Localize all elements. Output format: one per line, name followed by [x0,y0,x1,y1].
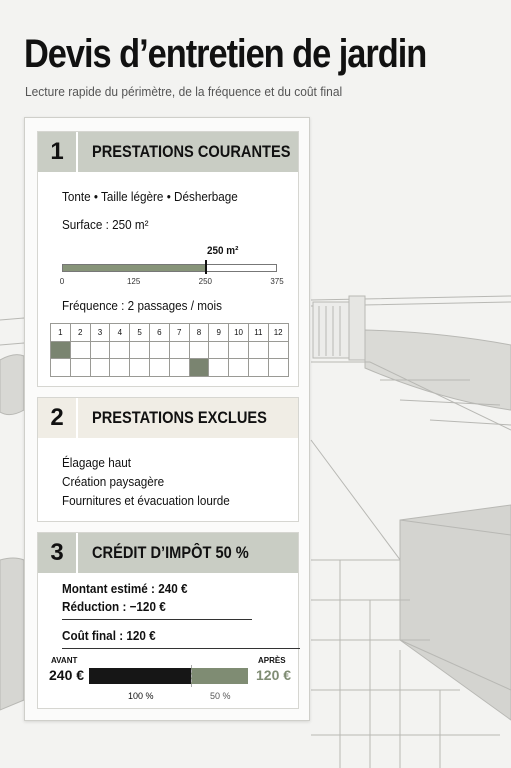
grid-cell [70,359,90,377]
grid-cell [248,341,268,359]
grid-cell [149,359,169,377]
grid-cell [110,341,130,359]
month-cell: 3 [90,324,110,342]
surface-marker-label: 250 m² [207,245,239,257]
scale-tick-0: 0 [59,277,65,286]
grid-cell [51,341,71,359]
grid-cell [189,341,209,359]
grid-cell [209,341,229,359]
grid-cell [90,341,110,359]
month-cell: 11 [248,324,268,342]
grid-cell [268,341,288,359]
section-title: PRESTATIONS COURANTES [92,142,291,161]
grid-cell [70,341,90,359]
month-cell: 12 [268,324,288,342]
month-cell: 9 [209,324,229,342]
grid-cell [51,359,71,377]
section-number: 2 [38,398,76,438]
section-prestations-courantes [37,131,299,387]
scale-tick-250: 250 [198,277,213,286]
section-number: 3 [38,533,76,573]
frequency-label: Fréquence : 2 passages / mois [62,298,222,313]
excluded-item: Élagage haut [62,455,131,470]
excluded-item: Fournitures et évacuation lourde [62,493,230,508]
section-title-bar [78,533,298,573]
grid-cell [268,359,288,377]
grid-cell [169,341,189,359]
visit-row-1 [51,341,289,359]
section-title: PRESTATIONS EXCLUES [92,408,267,427]
section-header [38,398,298,438]
reduction-amount: Réduction : −120 € [62,599,166,614]
grid-cell [229,341,249,359]
surface-marker [205,260,207,274]
month-cell: 8 [189,324,209,342]
final-cost: Coût final : 120 € [62,628,156,643]
services-list: Tonte • Taille légère • Désherbage [62,189,238,204]
section-number: 1 [38,132,76,172]
page-title: Devis d’entretien de jardin [24,32,427,76]
section-title-bar [78,398,298,438]
section-header [38,533,298,573]
after-cost-bar [191,668,248,684]
grid-cell [110,359,130,377]
section-header [38,132,298,172]
grid-cell [130,359,150,377]
month-cell: 2 [70,324,90,342]
scale-tick-125: 125 [126,277,141,286]
grid-cell [189,359,209,377]
visit-row-2 [51,359,289,377]
grid-cell [169,359,189,377]
month-cell: 6 [149,324,169,342]
before-amount: 240 € [49,667,85,683]
surface-bar [62,264,277,272]
page-subtitle: Lecture rapide du périmètre, de la fréquence et du coût final [25,84,343,99]
month-cell: 5 [130,324,150,342]
montant-estime: Montant estimé : 240 € [62,581,188,596]
grid-cell [149,341,169,359]
before-percent: 100 % [128,691,154,701]
divider [62,648,300,649]
grid-cell [248,359,268,377]
surface-bar-fill [63,265,206,271]
cost-split-marker [191,665,192,687]
grid-cell [90,359,110,377]
month-cell: 4 [110,324,130,342]
quote-panel [24,117,310,721]
month-cell: 7 [169,324,189,342]
grid-cell [130,341,150,359]
section-prestations-exclues [37,397,299,522]
before-label: AVANT [51,656,78,665]
month-cell: 10 [229,324,249,342]
grid-cell [229,359,249,377]
after-amount: 120 € [256,667,292,683]
month-header-row [51,324,289,342]
scale-tick-375: 375 [270,277,284,286]
divider [62,619,252,620]
after-label: APRÈS [258,656,286,665]
section-title: CRÉDIT D’IMPÔT 50 % [92,543,249,562]
cost-comparison-bar [89,668,248,684]
month-calendar-grid [50,323,289,377]
month-cell: 1 [51,324,71,342]
after-percent: 50 % [210,691,231,701]
section-credit-impot [37,532,299,709]
grid-cell [209,359,229,377]
surface-label: Surface : 250 m² [62,217,149,232]
excluded-item: Création paysagère [62,474,165,489]
section-title-bar [78,132,298,172]
